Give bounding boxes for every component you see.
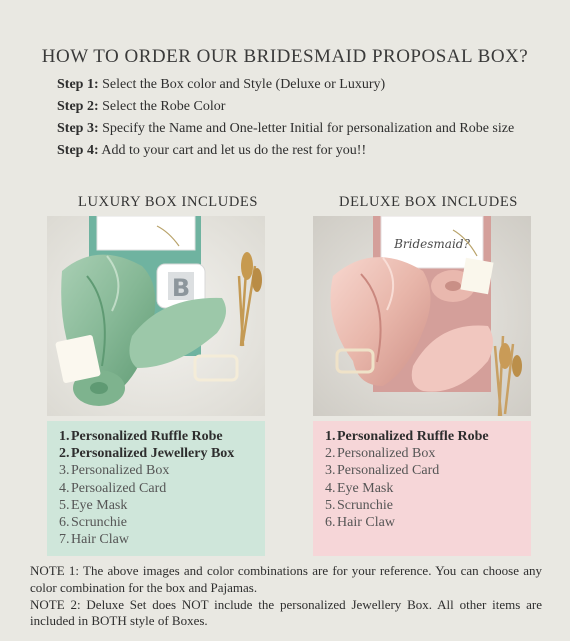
- step-4-label: Step 4:: [57, 143, 99, 158]
- deluxe-heading: DELUXE BOX INCLUDES: [339, 194, 518, 210]
- step-2-text: Select the Robe Color: [98, 99, 226, 114]
- luxury-item-number: 6.: [59, 515, 70, 531]
- deluxe-item-label: Personalized Card: [337, 463, 440, 479]
- luxury-item-label: Eye Mask: [71, 497, 128, 513]
- jewellery-box-initial: B: [171, 274, 191, 302]
- luxury-item-number: 4.: [59, 480, 70, 496]
- deluxe-item-number: 1.: [325, 429, 336, 444]
- luxury-item-number: 1.: [59, 429, 70, 444]
- step-2: [57, 96, 527, 118]
- deluxe-item: [313, 428, 531, 445]
- step-2-label: Step 2:: [57, 99, 99, 114]
- deluxe-items-list: [313, 428, 531, 531]
- deluxe-item: [313, 514, 531, 531]
- deluxe-item: [313, 480, 531, 497]
- deluxe-box-photo: [313, 216, 531, 416]
- deluxe-item-label: Personalized Box: [337, 446, 436, 462]
- luxury-item-label: Personalized Box: [71, 463, 170, 479]
- note-2: NOTE 2: Deluxe Set does NOT include the personalized Jewellery Box. All other items are included in BOTH style of Boxes.: [30, 596, 542, 629]
- deluxe-item-number: 3.: [325, 463, 336, 479]
- luxury-item-number: 2.: [59, 446, 70, 462]
- deluxe-item: [313, 462, 531, 479]
- luxury-item-label: Personalized Ruffle Robe: [71, 429, 223, 444]
- step-1-label: Step 1:: [57, 77, 99, 92]
- deluxe-item-number: 6.: [325, 515, 336, 531]
- luxury-box-photo: [47, 216, 265, 416]
- luxury-items-panel: [47, 421, 265, 556]
- deluxe-item-label: Scrunchie: [337, 497, 393, 513]
- deluxe-items-panel: [313, 421, 531, 556]
- steps-list: [57, 74, 527, 162]
- luxury-item-number: 5.: [59, 497, 70, 513]
- step-1: [57, 74, 527, 96]
- luxury-item-label: Personalized Jewellery Box: [71, 446, 235, 462]
- luxury-item: [47, 462, 265, 479]
- luxury-item-label: Scrunchie: [71, 515, 127, 531]
- luxury-item-number: 7.: [59, 532, 70, 548]
- deluxe-item-label: Hair Claw: [337, 515, 395, 531]
- deluxe-item-number: 2.: [325, 446, 336, 462]
- notes: [30, 563, 542, 630]
- step-3-text: Specify the Name and One-letter Initial for personalization and Robe size: [98, 121, 515, 136]
- step-4-text: Add to your cart and let us do the rest for you!!: [98, 143, 367, 158]
- luxury-items-list: [47, 428, 265, 548]
- deluxe-card-text: Bridesmaid?: [394, 237, 470, 251]
- luxury-item: [47, 531, 265, 548]
- deluxe-item: [313, 445, 531, 462]
- step-3: [57, 118, 527, 140]
- deluxe-item-number: 4.: [325, 480, 336, 496]
- step-1-text: Select the Box color and Style (Deluxe or Luxury): [98, 77, 386, 92]
- deluxe-item: [313, 497, 531, 514]
- step-3-label: Step 3:: [57, 121, 99, 136]
- page-title: HOW TO ORDER OUR BRIDESMAID PROPOSAL BOX?: [41, 46, 529, 67]
- deluxe-item-label: Personalized Ruffle Robe: [337, 429, 489, 444]
- luxury-item-number: 3.: [59, 463, 70, 479]
- deluxe-item-number: 5.: [325, 497, 336, 513]
- luxury-item: [47, 514, 265, 531]
- luxury-heading: LUXURY BOX INCLUDES: [78, 194, 259, 210]
- note-1: NOTE 1: The above images and color combinations are for your reference. You can choose any color combination for the box and Pajamas.: [30, 563, 542, 595]
- luxury-item-label: Persoalized Card: [71, 480, 167, 496]
- luxury-item: [47, 480, 265, 497]
- luxury-item: [47, 428, 265, 445]
- luxury-item: [47, 497, 265, 514]
- luxury-item: [47, 445, 265, 462]
- deluxe-item-label: Eye Mask: [337, 480, 394, 496]
- luxury-item-label: Hair Claw: [71, 532, 129, 548]
- step-4: [57, 140, 527, 162]
